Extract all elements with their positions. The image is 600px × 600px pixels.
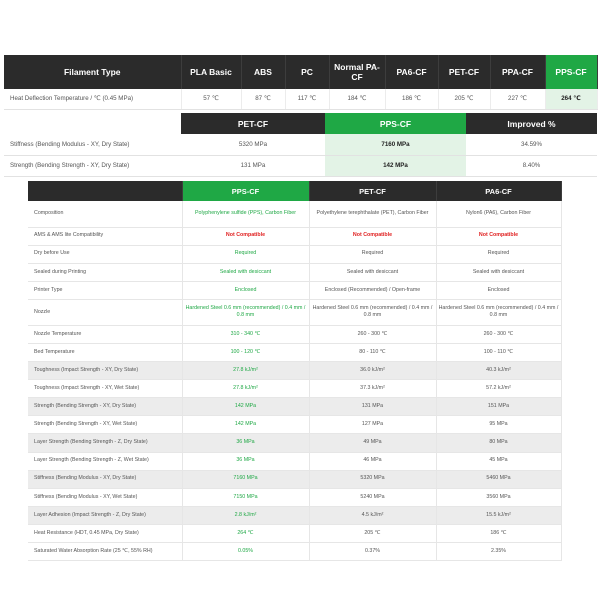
col-ppa-cf: PPA-CF [490,55,545,89]
improvement-table [4,113,597,177]
cell-value: 310 - 340 ℃ [182,325,309,343]
cell-value: Enclosed [182,281,309,299]
hdt-value: 184 ℃ [329,89,385,109]
row-label: Toughness (Impact Strength - XY, Dry State) [28,362,182,380]
cell-value: 40.3 kJ/m² [436,362,561,380]
table-row [28,227,561,245]
col-pla-basic: PLA Basic [181,55,241,89]
row-label: Printer Type [28,281,182,299]
table-row [4,155,597,176]
cell-value: Not Compatible [182,227,309,245]
cell-value: Not Compatible [436,227,561,245]
cell-value: 80 MPa [436,434,561,452]
cell-value: Required [182,245,309,263]
cell-value: 37.3 kJ/m² [309,380,436,398]
cell-value: 7160 MPa [182,470,309,488]
spec-header-row [28,181,561,201]
cell-value: 2.8 kJ/m² [182,506,309,524]
cell-value: Enclosed [436,281,561,299]
cell-value: 5240 MPa [309,488,436,506]
cell-value: 34.59% [466,134,597,155]
cell-value: 80 - 110 ℃ [309,343,436,361]
cell-value: 45 MPa [436,452,561,470]
cell-value: 131 MPa [181,155,325,176]
table-row [28,245,561,263]
cell-value: 36 MPa [182,452,309,470]
cell-value: 127 MPa [309,416,436,434]
col-pa6-cf: PA6-CF [385,55,438,89]
row-label: Nozzle Temperature [28,325,182,343]
cell-value: Enclosed (Recommended) / Open-frame [309,281,436,299]
row-label: Heat Resistance (HDT, 0.45 MPa, Dry State) [28,524,182,542]
row-label: Strength (Bending Strength - XY, Dry State) [28,398,182,416]
cell-value: 4.5 kJ/m² [309,506,436,524]
cell-value: 186 ℃ [436,524,561,542]
table-row [28,434,561,452]
row-label: Sealed during Printing [28,263,182,281]
cell-value: 2.35% [436,543,561,561]
col-pet-cf: PET-CF [438,55,490,89]
cell-value: 46 MPa [309,452,436,470]
col-pps-cf: PPS-CF [182,181,309,201]
hdt-value-highlight: 264 ℃ [545,89,597,109]
table-row [28,263,561,281]
improvement-header-row [4,113,597,134]
cell-value: 131 MPa [309,398,436,416]
hdt-value: 57 ℃ [181,89,241,109]
table-row [28,416,561,434]
cell-value: 100 - 110 ℃ [436,343,561,361]
cell-value: Hardened Steel 0.6 mm (recommended) / 0.4 mm / 0.8 mm [309,299,436,325]
cell-value: 95 MPa [436,416,561,434]
cell-value: 142 MPa [182,416,309,434]
cell-value: 27.8 kJ/m² [182,380,309,398]
cell-value-highlight: 7160 MPa [325,134,466,155]
table-row [28,398,561,416]
cell-value: 7150 MPa [182,488,309,506]
cell-value: 27.8 kJ/m² [182,362,309,380]
cell-value: 205 ℃ [309,524,436,542]
row-label: Strength (Bending Strength - XY, Wet State) [28,416,182,434]
spec-header-blank [28,181,182,201]
hdt-comparison-table [4,55,598,110]
hdt-value: 117 ℃ [285,89,329,109]
row-label: AMS & AMS lite Compatibility [28,227,182,245]
row-label: Saturated Water Absorption Rate (25 ℃, 55% RH) [28,543,182,561]
table-row [28,281,561,299]
cell-value: 36 MPa [182,434,309,452]
row-label: Composition [28,201,182,227]
col-improved: Improved % [466,113,597,134]
row-label: Layer Strength (Bending Strength - Z, Dry State) [28,434,182,452]
col-abs: ABS [241,55,285,89]
hdt-label: Heat Deflection Temperature / ℃ (0.45 MPa) [4,89,181,109]
cell-value: Hardened Steel 0.6 mm (recommended) / 0.4 mm / 0.8 mm [182,299,309,325]
cell-value: Hardened Steel 0.6 mm (recommended) / 0.4 mm / 0.8 mm [436,299,561,325]
cell-value: 57.2 kJ/m² [436,380,561,398]
cell-value: 100 - 120 ℃ [182,343,309,361]
cell-value: 0.37% [309,543,436,561]
table-row [28,524,561,542]
col-pc: PC [285,55,329,89]
cell-value: 260 - 300 ℃ [436,325,561,343]
table-row [28,506,561,524]
row-label: Strength (Bending Strength - XY, Dry State) [4,155,181,176]
col-pps-cf: PPS-CF [325,113,466,134]
cell-value: 49 MPa [309,434,436,452]
cell-value: 8.40% [466,155,597,176]
hdt-value: 205 ℃ [438,89,490,109]
table-row [28,543,561,561]
row-label: Layer Adhesion (Impact Strength - Z, Dry State) [28,506,182,524]
table-row [28,343,561,361]
hdt-value: 186 ℃ [385,89,438,109]
table-row [28,362,561,380]
hdt-row [4,89,597,109]
hdt-value: 87 ℃ [241,89,285,109]
cell-value: Required [309,245,436,263]
cell-value: 264 ℃ [182,524,309,542]
cell-value: 260 - 300 ℃ [309,325,436,343]
cell-value: 151 MPa [436,398,561,416]
table-row [28,201,561,227]
cell-value: Polyphenylene sulfide (PPS), Carbon Fiber [182,201,309,227]
cell-value: Nylon6 (PA6), Carbon Fiber [436,201,561,227]
cell-value: 5320 MPa [181,134,325,155]
cell-value: 5320 MPa [309,470,436,488]
table-row [4,134,597,155]
row-label: Stiffness (Bending Modulus - XY, Dry State) [28,470,182,488]
table-row [28,452,561,470]
row-label: Toughness (Impact Strength - XY, Wet State) [28,380,182,398]
hdt-header-row [4,55,597,89]
table-row [28,299,561,325]
table-row [28,325,561,343]
row-label: Layer Strength (Bending Strength - Z, Wet State) [28,452,182,470]
spec-comparison-table [28,181,562,561]
hdt-value: 227 ℃ [490,89,545,109]
col-normal-pa-cf: Normal PA-CF [329,55,385,89]
cell-value: Sealed with desiccant [436,263,561,281]
filament-type-header: Filament Type [4,55,181,89]
col-pa6-cf: PA6-CF [436,181,561,201]
col-pet-cf: PET-CF [309,181,436,201]
cell-value: Sealed with desiccant [182,263,309,281]
improvement-header-blank [4,113,181,134]
cell-value: 5460 MPa [436,470,561,488]
cell-value: 142 MPa [182,398,309,416]
cell-value: 0.05% [182,543,309,561]
col-pet-cf: PET-CF [181,113,325,134]
cell-value: Sealed with desiccant [309,263,436,281]
cell-value-highlight: 142 MPa [325,155,466,176]
cell-value: Required [436,245,561,263]
table-row [28,470,561,488]
row-label: Stiffness (Bending Modulus - XY, Dry State) [4,134,181,155]
table-row [28,380,561,398]
col-pps-cf: PPS-CF [545,55,597,89]
row-label: Bed Temperature [28,343,182,361]
row-label: Nozzle [28,299,182,325]
cell-value: 15.5 kJ/m² [436,506,561,524]
table-row [28,488,561,506]
cell-value: Polyethylene terephthalate (PET), Carbon Fiber [309,201,436,227]
cell-value: Not Compatible [309,227,436,245]
cell-value: 3560 MPa [436,488,561,506]
row-label: Stiffness (Bending Modulus - XY, Wet State) [28,488,182,506]
row-label: Dry before Use [28,245,182,263]
cell-value: 36.0 kJ/m² [309,362,436,380]
